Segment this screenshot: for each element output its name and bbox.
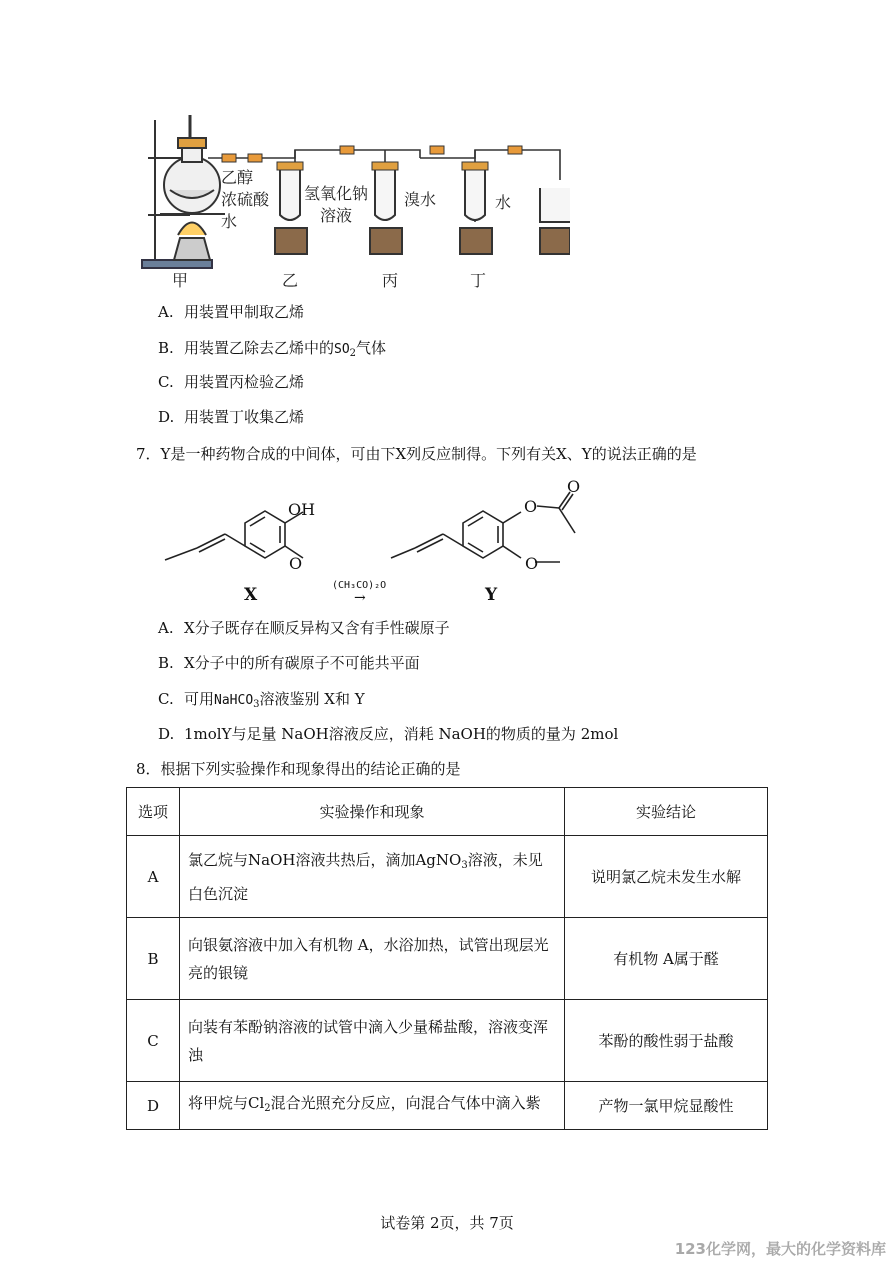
q6-option-a: A. 用装置甲制取乙烯 <box>158 303 305 321</box>
x-methoxy-o-label: O <box>289 554 303 573</box>
label-ding: 丁 <box>470 271 487 290</box>
y-carbonyl-o-label: O <box>567 477 581 496</box>
table-header-row <box>127 788 768 836</box>
test-tube-ding <box>465 168 485 220</box>
y-benzene-ring <box>463 511 503 558</box>
row-a-operation: 氯乙烷与NaOH溶液共热后，滴加AgNO$_3$溶液，未见白色沉淀 <box>180 836 565 918</box>
row-b-option: B <box>127 918 180 1000</box>
header-operation: 实验操作和现象 <box>180 788 565 836</box>
reagent-label: (CH₃CO)₂O <box>332 580 387 591</box>
row-d-conclusion: 产物一氯甲烷显酸性 <box>565 1082 768 1130</box>
row-a-conclusion: 说明氯乙烷未发生水解 <box>565 836 768 918</box>
label-jia: 甲 <box>172 271 189 290</box>
label-sulfuric-acid: 浓硫酸 <box>221 190 270 209</box>
label-bromine-water: 溴水 <box>404 190 437 209</box>
q6-option-c: C. 用装置丙检验乙烯 <box>158 373 305 391</box>
y-methoxy-o-label: O <box>525 554 539 573</box>
block-yi <box>275 228 307 254</box>
q7-option-d: D. 1molY与足量 NaOH溶液反应，消耗 NaOH的物质的量为 2mol <box>158 725 619 743</box>
q6-option-d: D. 用装置丁收集乙烯 <box>158 408 305 426</box>
label-ethanol: 乙醇 <box>221 168 254 187</box>
test-tube-bing <box>375 168 395 220</box>
x-hydroxyl-label: OH <box>288 500 316 519</box>
row-b-operation: 向银氨溶液中加入有机物 A，水浴加热，试管出现层光亮的银镜 <box>180 918 565 1000</box>
row-a-option: A <box>127 836 180 918</box>
block-beaker <box>540 228 570 254</box>
q7-stem: 7．Y是一种药物合成的中间体，可由下X列反应制得。下列有关X、Y的说法正确的是 <box>136 445 697 463</box>
page-footer: 试卷第 2页，共 7页 <box>380 1214 514 1232</box>
test-tube-yi <box>280 168 300 220</box>
q7-option-a: A. X分子既存在顺反异构又含有手性碳原子 <box>158 619 450 637</box>
row-d-operation: 将甲烷与$Cl_2$混合光照充分反应，向混合气体中滴入紫 <box>180 1082 565 1130</box>
q6-option-b: B. 用装置乙除去乙烯中的$SO_2$气体 <box>158 339 387 359</box>
label-yi: 乙 <box>282 271 299 290</box>
row-c-conclusion: 苯酚的酸性弱于盐酸 <box>565 1000 768 1082</box>
q7-option-c: C. 可用NaHCO$_3$溶液鉴别 X和 Y <box>158 690 365 710</box>
round-flask <box>164 157 220 213</box>
q8-stem: 8．根据下列实验操作和现象得出的结论正确的是 <box>136 760 461 778</box>
label-naoh-1: 氢氧化钠 <box>304 184 369 203</box>
block-bing <box>370 228 402 254</box>
table-row <box>127 918 768 1000</box>
stand-base <box>142 260 212 268</box>
y-molecule-label: Y <box>485 585 498 605</box>
watermark: 123化学网，最大的化学资料库 <box>674 1240 886 1258</box>
row-c-option: C <box>127 1000 180 1082</box>
label-naoh-2: 溶液 <box>320 206 353 225</box>
row-d-option: D <box>127 1082 180 1130</box>
header-option: 选项 <box>127 788 180 836</box>
x-benzene-ring <box>245 511 285 558</box>
table-row <box>127 836 768 918</box>
label-water-1: 水 <box>221 212 238 231</box>
table-row <box>127 1000 768 1082</box>
reaction-arrow: → <box>354 590 366 606</box>
beaker <box>540 188 570 222</box>
y-ester-o-label: O <box>524 497 538 516</box>
table-row <box>127 1082 768 1130</box>
label-bing: 丙 <box>382 271 399 290</box>
header-conclusion: 实验结论 <box>565 788 768 836</box>
q7-option-b: B. X分子中的所有碳原子不可能共平面 <box>158 654 420 672</box>
block-ding <box>460 228 492 254</box>
label-water-2: 水 <box>495 193 512 212</box>
x-molecule-label: X <box>244 585 258 605</box>
experiment-table <box>126 787 768 1130</box>
row-b-conclusion: 有机物 A属于醛 <box>565 918 768 1000</box>
row-c-operation: 向装有苯酚钠溶液的试管中滴入少量稀盐酸，溶液变浑浊 <box>180 1000 565 1082</box>
